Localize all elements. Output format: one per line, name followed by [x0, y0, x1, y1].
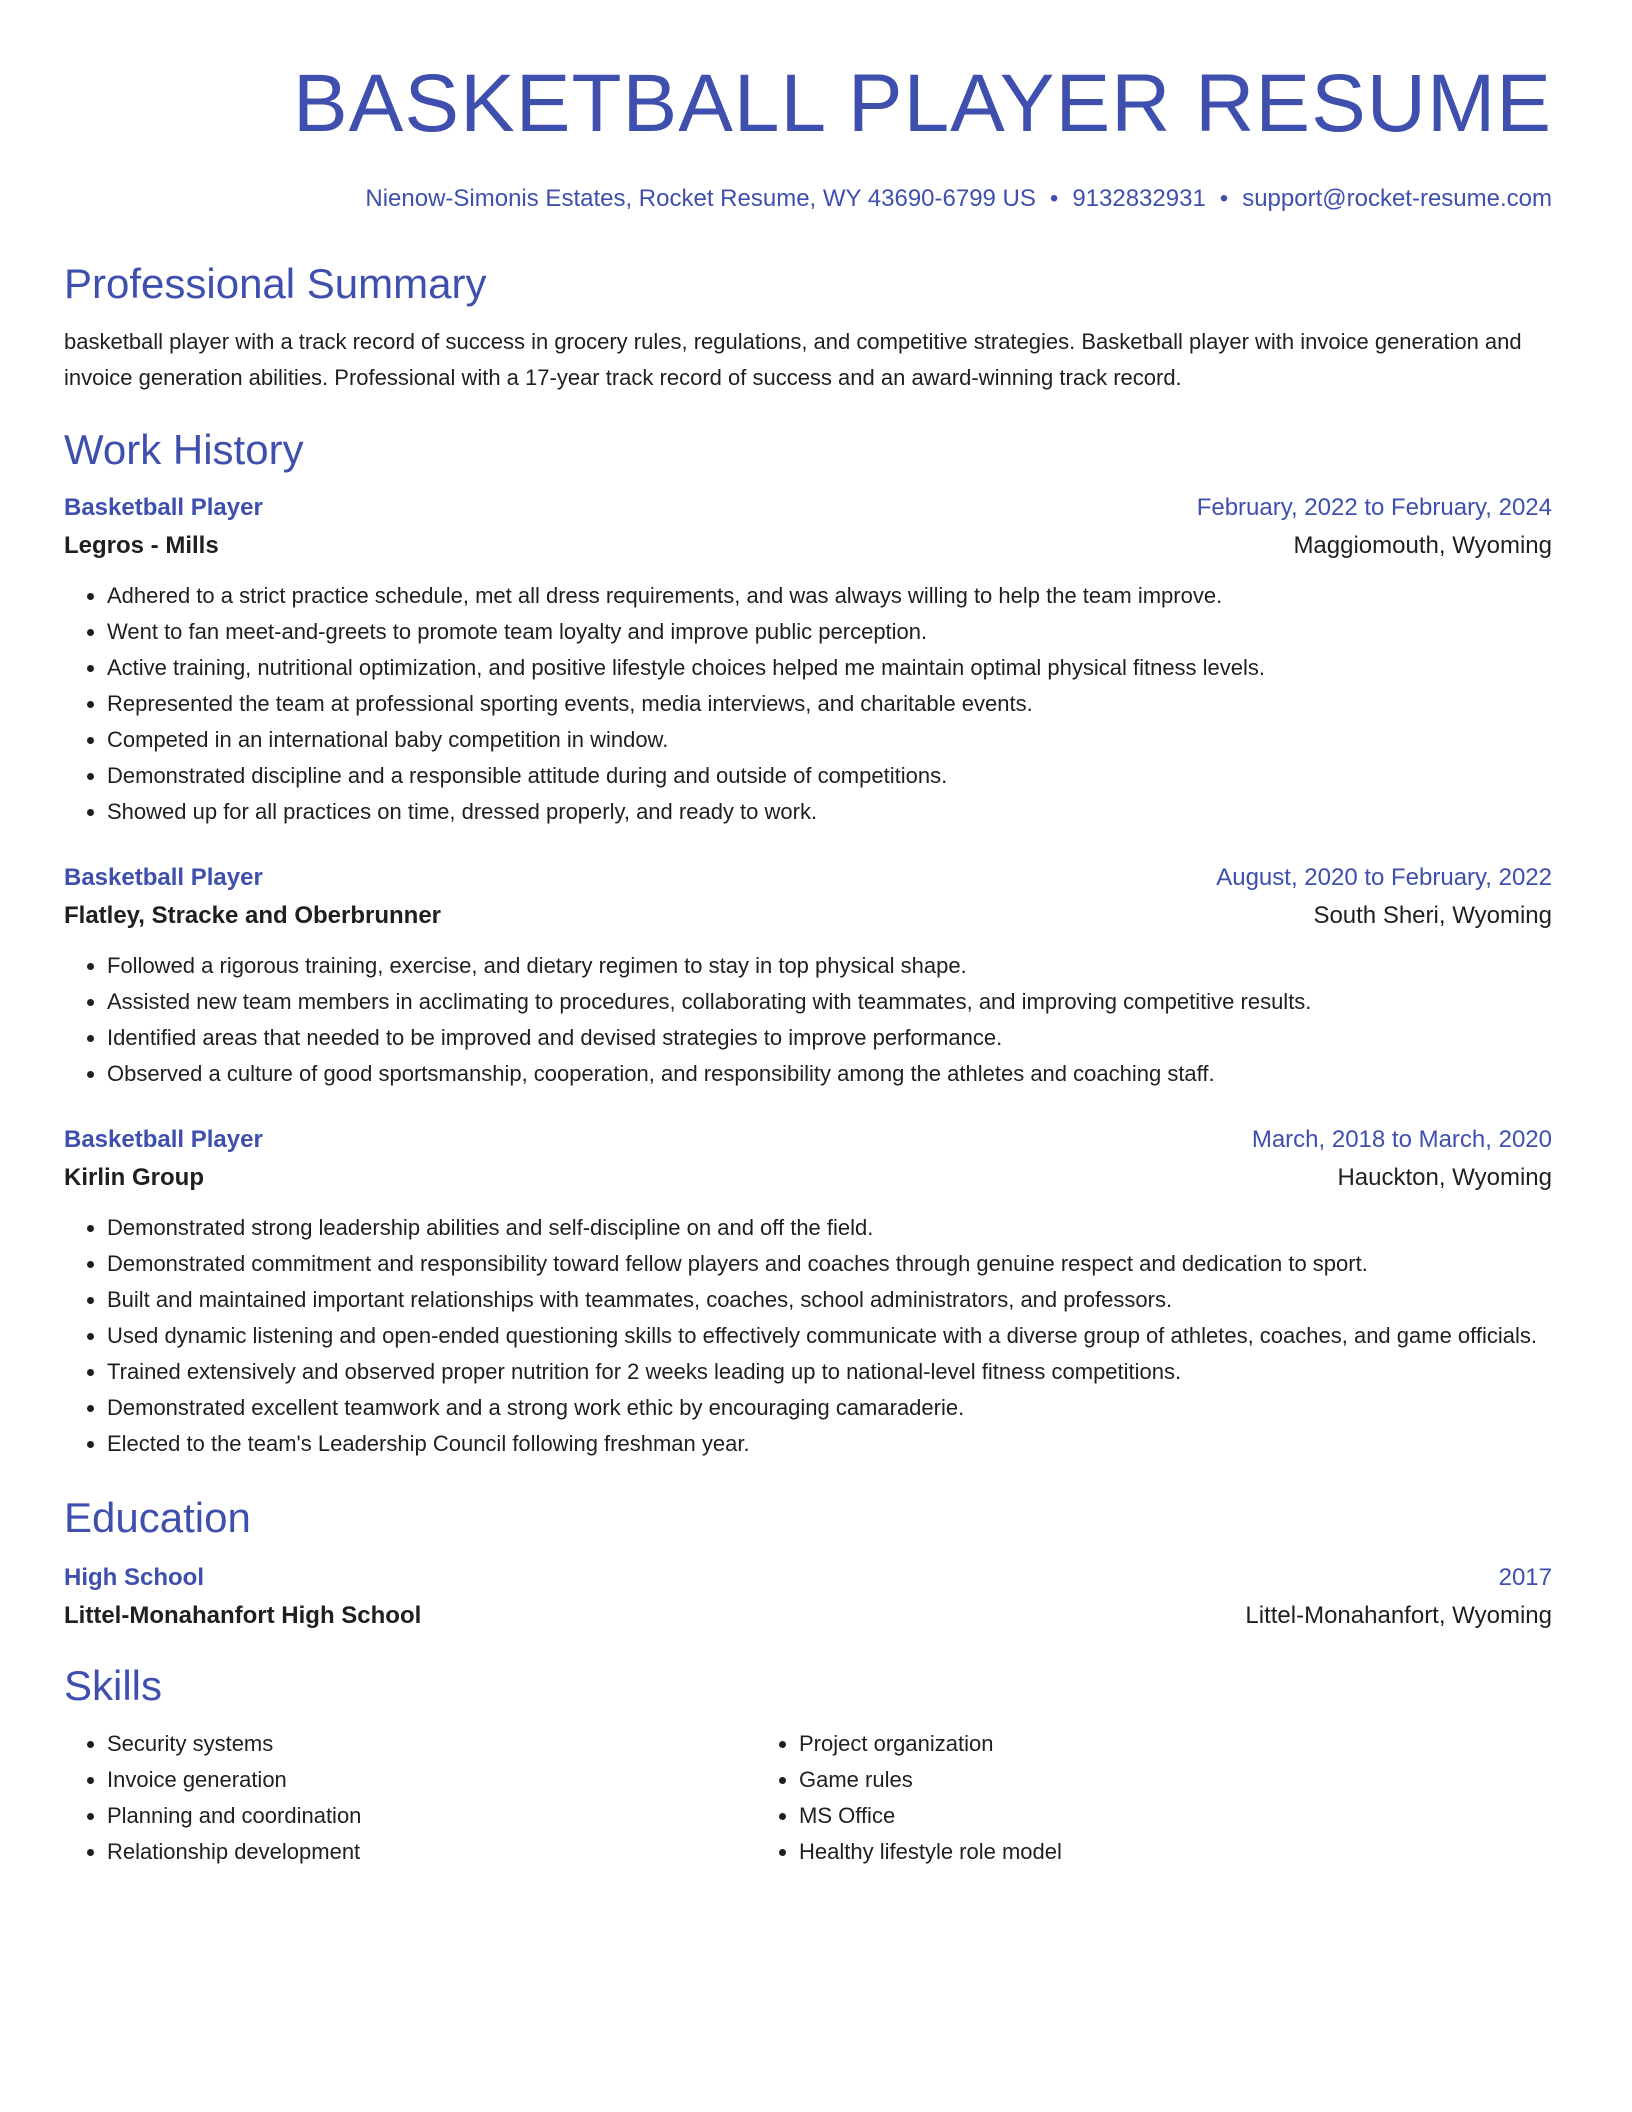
job-bullet: • Represented the team at professional sporting events, media interviews, and charitable events.: [107, 686, 1552, 722]
skill-item: • MS Office: [799, 1798, 1448, 1834]
job-entry: [64, 860, 1552, 1092]
job-bullet: • Followed a rigorous training, exercise, and dietary regimen to stay in top physical shape.: [107, 948, 1552, 984]
contact-email: support@rocket-resume.com: [1242, 185, 1552, 212]
job-bullet: • Active training, nutritional optimization, and positive lifestyle choices helped me maintain optimal physical fitness levels.: [107, 650, 1552, 686]
job-bullet: • Used dynamic listening and open-ended questioning skills to effectively communicate with a diverse group of athletes, coaches, and game officials.: [107, 1318, 1552, 1354]
job-employer-row: [64, 896, 1552, 936]
job-bullet: • Identified areas that needed to be improved and devised strategies to improve performance.: [107, 1020, 1552, 1056]
education-location: Littel-Monahanfort, Wyoming: [1245, 1602, 1552, 1629]
job-employer-row: [64, 526, 1552, 566]
job-employer: Legros - Mills: [64, 532, 219, 559]
contact-line: [64, 184, 1552, 214]
job-bullets: [64, 578, 1552, 830]
job-bullet: • Went to fan meet-and-greets to promote team loyalty and improve public perception.: [107, 614, 1552, 650]
job-title-row: [64, 490, 1552, 526]
job-entry: [64, 490, 1552, 830]
contact-address: Nienow-Simonis Estates, Rocket Resume, WY 43690-6799 US: [365, 185, 1036, 212]
skills-heading: Skills: [64, 1662, 163, 1709]
job-bullet: • Trained extensively and observed proper nutrition for 2 weeks leading up to national-level fitness competitions.: [107, 1354, 1552, 1390]
contact-separator: •: [1049, 185, 1059, 212]
job-bullet: • Demonstrated discipline and a responsible attitude during and outside of competitions.: [107, 758, 1552, 794]
education-school-row: [64, 1596, 1552, 1636]
education-entry: [64, 1560, 1552, 1636]
job-bullet: • Demonstrated commitment and responsibility toward fellow players and coaches through genuine respect and dedication to sport.: [107, 1246, 1552, 1282]
job-dates: February, 2022 to February, 2024: [1196, 494, 1552, 521]
job-bullet: • Demonstrated excellent teamwork and a strong work ethic by encouraging camaraderie.: [107, 1390, 1552, 1426]
job-location: Maggiomouth, Wyoming: [1293, 532, 1552, 559]
job-location: Hauckton, Wyoming: [1337, 1164, 1552, 1191]
work-history-heading: Work History: [64, 426, 304, 473]
education-school: Littel-Monahanfort High School: [64, 1602, 422, 1629]
job-title-row: [64, 1122, 1552, 1158]
skill-item: • Relationship development: [107, 1834, 756, 1870]
job-bullet: • Observed a culture of good sportsmanship, cooperation, and responsibility among the athletes and coaching staff.: [107, 1056, 1552, 1092]
job-bullet: • Competed in an international baby competition in window.: [107, 722, 1552, 758]
job-bullet: • Assisted new team members in acclimating to procedures, collaborating with teammates, and improving competitive results.: [107, 984, 1552, 1020]
job-employer-row: [64, 1158, 1552, 1198]
skill-item: • Planning and coordination: [107, 1798, 756, 1834]
job-bullets: [64, 948, 1552, 1092]
job-bullet: • Demonstrated strong leadership abilities and self-discipline on and off the field.: [107, 1210, 1552, 1246]
job-title: Basketball Player: [64, 864, 263, 891]
job-bullet: • Adhered to a strict practice schedule, met all dress requirements, and was always willing to help the team improve.: [107, 578, 1552, 614]
education-heading: Education: [64, 1494, 251, 1541]
summary-heading: Professional Summary: [64, 260, 487, 307]
job-entry: [64, 1122, 1552, 1462]
job-title: Basketball Player: [64, 494, 263, 521]
skills-list-right: [756, 1726, 1448, 1870]
skills-list-left: [64, 1726, 756, 1870]
skill-item: • Security systems: [107, 1726, 756, 1762]
job-dates: March, 2018 to March, 2020: [1251, 1126, 1552, 1153]
resume-header: [64, 56, 1552, 214]
education-degree: High School: [64, 1564, 204, 1591]
job-bullet: • Elected to the team's Leadership Council following freshman year.: [107, 1426, 1552, 1462]
skill-item: • Project organization: [799, 1726, 1448, 1762]
job-employer: Kirlin Group: [64, 1164, 204, 1191]
education-year: 2017: [1498, 1564, 1552, 1591]
skill-item: • Game rules: [799, 1762, 1448, 1798]
job-title-row: [64, 860, 1552, 896]
job-bullets: [64, 1210, 1552, 1462]
job-employer: Flatley, Stracke and Oberbrunner: [64, 902, 442, 929]
skills-columns: [64, 1726, 1552, 1870]
job-bullet: • Built and maintained important relationships with teammates, coaches, school administrators, and professors.: [107, 1282, 1552, 1318]
job-location: South Sheri, Wyoming: [1313, 902, 1552, 929]
contact-phone: 9132832931: [1072, 185, 1206, 212]
job-dates: August, 2020 to February, 2022: [1216, 864, 1552, 891]
education-degree-row: [64, 1560, 1552, 1596]
skill-item: • Invoice generation: [107, 1762, 756, 1798]
summary-text: basketball player with a track record of success in grocery rules, regulations, and competitive strategies. Basketball player with invoice generation and invoice generation abilities. Professional with a 17-year track record of success and an award-winning track record.: [64, 329, 1522, 390]
job-title: Basketball Player: [64, 1126, 263, 1153]
skill-item: • Healthy lifestyle role model: [799, 1834, 1448, 1870]
resume-name: BASKETBALL PLAYER RESUME: [292, 58, 1552, 149]
job-bullet: • Showed up for all practices on time, dressed properly, and ready to work.: [107, 794, 1552, 830]
contact-separator: •: [1219, 185, 1229, 212]
